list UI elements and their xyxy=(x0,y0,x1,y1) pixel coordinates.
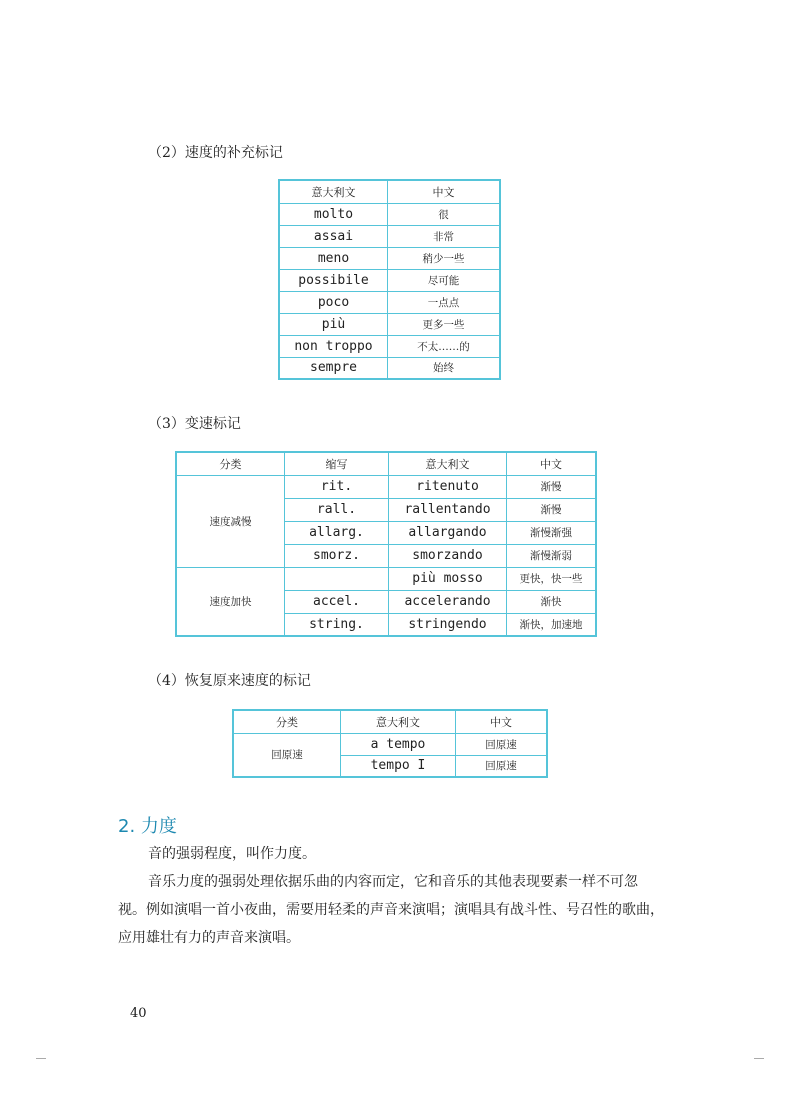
chinese-meaning: 非常 xyxy=(388,225,501,247)
chinese-meaning: 渐快 xyxy=(507,590,597,613)
italian-term: tempo I xyxy=(341,755,456,777)
chinese-meaning: 渐快，加速地 xyxy=(507,613,597,636)
table-row xyxy=(176,567,596,590)
table-row xyxy=(279,203,500,225)
page-number: 40 xyxy=(130,1006,147,1021)
chinese-meaning: 更多一些 xyxy=(388,313,501,335)
chinese-meaning: 不太……的 xyxy=(388,335,501,357)
column-header-chinese: 中文 xyxy=(456,710,548,733)
italian-term: ritenuto xyxy=(389,475,507,498)
paragraph-line: 音乐力度的强弱处理依据乐曲的内容而定，它和音乐的其他表现要素一样不可忽 xyxy=(148,874,638,890)
paragraph-line: 视。例如演唱一首小夜曲，需要用轻柔的声音来演唱；演唱具有战斗性、号召性的歌曲， xyxy=(118,902,664,918)
section-title-tempo-change: （3）变速标记 xyxy=(148,416,241,432)
italian-term: smorzando xyxy=(389,544,507,567)
chinese-meaning: 尽可能 xyxy=(388,269,501,291)
italian-term: poco xyxy=(279,291,388,313)
table-row xyxy=(279,313,500,335)
column-header-italian: 意大利文 xyxy=(341,710,456,733)
tempo-change-table xyxy=(175,451,597,637)
restore-tempo-table xyxy=(232,709,548,778)
chinese-meaning: 很 xyxy=(388,203,501,225)
dynamics-heading: 2. 力度 xyxy=(118,816,177,837)
table-row xyxy=(176,475,596,498)
table-row xyxy=(233,733,547,755)
italian-term: stringendo xyxy=(389,613,507,636)
table-row xyxy=(279,269,500,291)
chinese-meaning: 始终 xyxy=(388,357,501,379)
italian-term: assai xyxy=(279,225,388,247)
table-header-row xyxy=(176,452,596,475)
abbreviation: smorz. xyxy=(285,544,389,567)
table-row xyxy=(279,247,500,269)
italian-term: più xyxy=(279,313,388,335)
italian-term: a tempo xyxy=(341,733,456,755)
chinese-meaning: 渐慢 xyxy=(507,475,597,498)
category-cell-slow-down: 速度减慢 xyxy=(176,475,285,567)
category-cell-speed-up: 速度加快 xyxy=(176,567,285,636)
italian-term: più mosso xyxy=(389,567,507,590)
column-header-italian: 意大利文 xyxy=(389,452,507,475)
table-row xyxy=(279,225,500,247)
abbreviation: rall. xyxy=(285,498,389,521)
tempo-supplement-table xyxy=(278,179,501,380)
italian-term: sempre xyxy=(279,357,388,379)
abbreviation xyxy=(285,567,389,590)
table-header-row xyxy=(233,710,547,733)
table-row xyxy=(279,357,500,379)
italian-term: molto xyxy=(279,203,388,225)
column-header-abbreviation: 缩写 xyxy=(285,452,389,475)
chinese-meaning: 一点点 xyxy=(388,291,501,313)
column-header-chinese: 中文 xyxy=(388,180,501,203)
abbreviation: string. xyxy=(285,613,389,636)
italian-term: rallentando xyxy=(389,498,507,521)
crop-mark-left xyxy=(36,1058,46,1059)
chinese-meaning: 更快，快一些 xyxy=(507,567,597,590)
chinese-meaning: 回原速 xyxy=(456,733,548,755)
italian-term: possibile xyxy=(279,269,388,291)
chinese-meaning: 渐慢渐弱 xyxy=(507,544,597,567)
italian-term: meno xyxy=(279,247,388,269)
table-row xyxy=(279,335,500,357)
table-header-row xyxy=(279,180,500,203)
category-cell-restore: 回原速 xyxy=(233,733,341,777)
chinese-meaning: 渐慢渐强 xyxy=(507,521,597,544)
section-title-tempo-supplement: （2）速度的补充标记 xyxy=(148,145,283,161)
italian-term: non troppo xyxy=(279,335,388,357)
abbreviation: rit. xyxy=(285,475,389,498)
abbreviation: accel. xyxy=(285,590,389,613)
crop-mark-right xyxy=(754,1058,764,1059)
italian-term: accelerando xyxy=(389,590,507,613)
chinese-meaning: 渐慢 xyxy=(507,498,597,521)
chinese-meaning: 回原速 xyxy=(456,755,548,777)
column-header-chinese: 中文 xyxy=(507,452,597,475)
italian-term: allargando xyxy=(389,521,507,544)
column-header-category: 分类 xyxy=(233,710,341,733)
paragraph-line: 应用雄壮有力的声音来演唱。 xyxy=(118,930,300,946)
abbreviation: allarg. xyxy=(285,521,389,544)
section-title-restore-tempo: （4）恢复原来速度的标记 xyxy=(148,673,311,689)
paragraph-line: 音的强弱程度，叫作力度。 xyxy=(148,846,316,862)
chinese-meaning: 稍少一些 xyxy=(388,247,501,269)
column-header-italian: 意大利文 xyxy=(279,180,388,203)
column-header-category: 分类 xyxy=(176,452,285,475)
table-row xyxy=(279,291,500,313)
